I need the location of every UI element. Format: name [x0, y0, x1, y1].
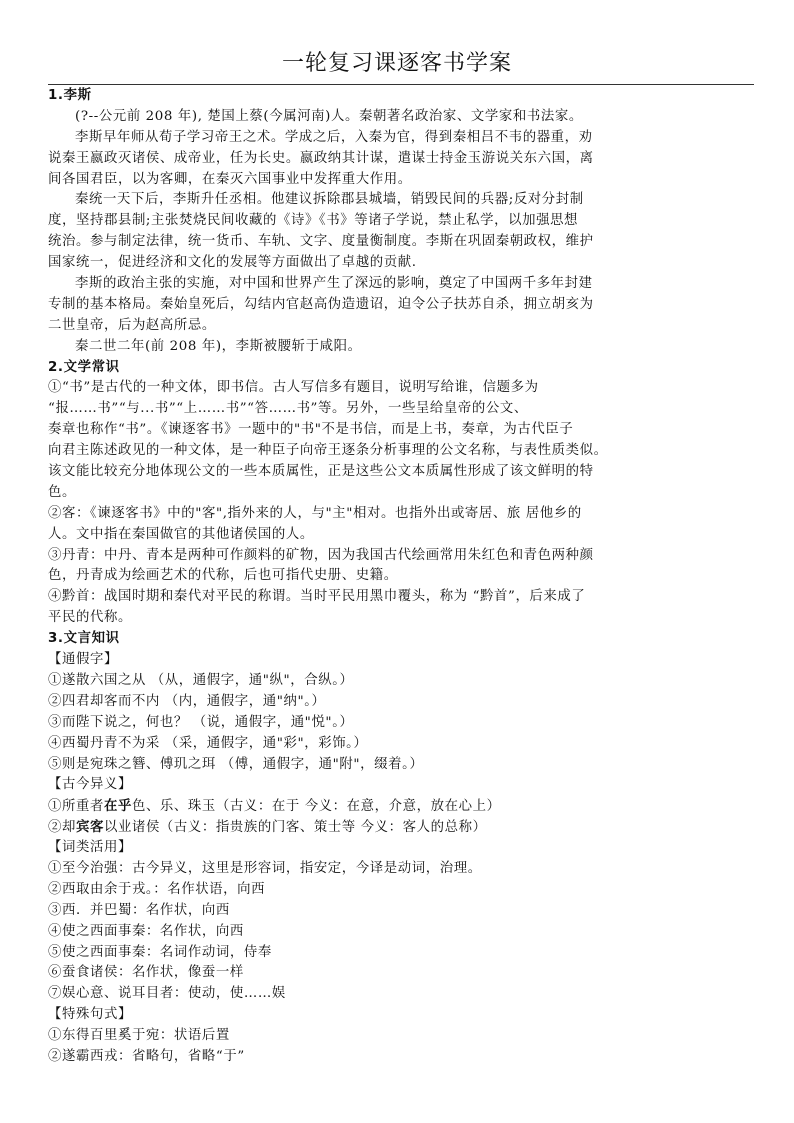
- subsection-heading-teshu-jushi: 【特殊句式】: [48, 1007, 132, 1023]
- list-item: ③西．并巴蜀：名作状，向西: [48, 902, 230, 918]
- subsection-heading-tongjiazi: 【通假字】: [48, 652, 118, 668]
- list-item: ④使之西面事秦：名作状，向西: [48, 923, 244, 939]
- body-line: ①“书”是古代的一种文体，即书信。古人写信多有题目，说明写给谁，信题多为: [48, 380, 539, 396]
- list-item-text: 以业诸侯（古义：指贵族的门客、策士等 今义：客人的总称）: [103, 820, 487, 836]
- body-line: “报……书”“与...书”“上……书”“答……书”等。另外，一些呈给皇帝的公文、: [48, 401, 528, 417]
- body-line: 向君主陈述政见的一种文体，是一种臣子向帝王逐条分析事理的公文名称，与表性质类似。: [48, 443, 608, 459]
- list-item: ④西蜀丹青不为采 （采，通假字，通"彩"，彩饰。）: [48, 735, 368, 751]
- body-line: 人。文中指在秦国做官的其他诸侯国的人。: [48, 526, 314, 542]
- section-heading-li-si: 1.李斯: [48, 88, 92, 103]
- subsection-heading-cilei-huoyong: 【词类活用】: [48, 840, 132, 856]
- list-item-text: ②却: [48, 820, 76, 836]
- body-line: 平民的代称。: [48, 610, 132, 626]
- body-line: ④黔首：战国时期和秦代对平民的称谓。当时平民用黑巾覆头，称为 “黔首”，后来成了: [48, 589, 586, 605]
- list-item: [48, 817, 754, 838]
- body-line: 秦统一天下后，李斯升任丞相。他建议拆除郡县城墙，销毁民间的兵器;反对分封制: [75, 192, 584, 208]
- bold-keyword: 宾客: [75, 819, 104, 836]
- body-line: 色。: [48, 484, 76, 500]
- section-heading-literary-knowledge: 2.文学常识: [48, 359, 120, 375]
- document-body: [48, 86, 754, 1068]
- title-underline: [48, 84, 754, 85]
- list-item: [48, 796, 754, 817]
- body-line: 李斯早年师从荀子学习帝王之术。学成之后，入秦为官，得到秦相吕不韦的器重，劝: [75, 129, 593, 145]
- list-item: ⑦娱心意、说耳目者：使动，使……娱: [48, 986, 286, 1002]
- body-line: 秦二世二年(前 208 年)，李斯被腰斩于咸阳。: [75, 338, 362, 354]
- body-line: ②客：《谏逐客书》中的"客",指外来的人，与"主"相对。也指外出或寄居、旅 居他乡的: [48, 505, 582, 521]
- body-line: 李斯的政治主张的实施，对中国和世界产生了深远的影响，奠定了中国两千多年封建: [75, 276, 593, 292]
- body-line: 说秦王嬴政灭诸侯、成帝业，任为长史。嬴政纳其计谋，遣谋士持金玉游说关东六国，离: [48, 150, 594, 166]
- bold-keyword: 在乎: [103, 798, 132, 815]
- list-item: ⑤则是宛珠之簪、傅玑之珥 （傅，通假字，通"附"，缀着。）: [48, 756, 424, 772]
- body-line: 统治。参与制定法律，统一货币、车轨、文字、度量衡制度。李斯在巩固秦朝政权，维护: [48, 234, 594, 250]
- body-line: 奏章也称作“书”。《谏逐客书》一题中的"书"不是书信，而是上书，奏章，为古代臣子: [48, 422, 574, 438]
- list-item: ③而陛下说之，何也？ （说，通假字，通"悦"。）: [48, 714, 354, 730]
- section-heading-classical-chinese: 3.文言知识: [48, 631, 120, 647]
- body-line: 该文能比较充分地体现公文的一些本质属性，正是这些公文本质属性形成了该文鲜明的特: [48, 464, 594, 480]
- subsection-heading-gujin-yiyi: 【古今异义】: [48, 777, 132, 793]
- body-line: 间各国君臣，以为客卿，在秦灭六国事业中发挥重大作用。: [48, 171, 412, 187]
- body-line: 二世皇帝，后为赵高所忌。: [48, 317, 216, 333]
- body-line: 国家统一，促进经济和文化的发展等方面做出了卓越的贡献.: [48, 255, 417, 271]
- list-item: ①东得百里奚于宛：状语后置: [48, 1028, 230, 1044]
- list-item: ②西取由余于戎。：名作状语，向西: [48, 881, 266, 897]
- body-line: 专制的基本格局。秦始皇死后，勾结内官赵高伪造遗诏，迫令公子扶苏自杀，拥立胡亥为: [48, 296, 594, 312]
- body-line: 色，丹青成为绘画艺术的代称，后也可指代史册、史籍。: [48, 568, 398, 584]
- page-title: 一轮复习课逐客书学案: [281, 51, 512, 76]
- list-item-text: 色、乐、珠玉（古义：在于 今义：在意，介意，放在心上）: [131, 799, 501, 815]
- list-item: ⑥蚕食诸侯：名作状，像蚕一样: [48, 965, 244, 981]
- list-item-text: ①所重者: [48, 799, 104, 815]
- list-item: ①遂散六国之从 （从，通假字，通"纵"，合纵。）: [48, 672, 354, 688]
- list-item: ②四君却客而不内 （内，通假字，通"纳"。）: [48, 693, 326, 709]
- body-line: 度，坚持郡县制;主张焚烧民间收藏的《诗》《书》等诸子学说，禁止私学，以加强思想: [48, 213, 579, 229]
- body-line: ③丹青：中丹、青本是两种可作颜料的矿物，因为我国古代绘画常用朱红色和青色两种颜: [48, 547, 594, 563]
- body-line: (?--公元前 208 年), 楚国上蔡(今属河南)人。秦朝著名政治家、文学家和书法家。: [75, 108, 583, 124]
- list-item: ⑤使之西面事秦：名词作动词，侍奉: [48, 944, 272, 960]
- list-item: ①至今治强：古今异义，这里是形容词，指安定，今译是动词，治理。: [48, 860, 482, 876]
- list-item: ②遂霸西戎：省略句，省略“于”: [48, 1048, 245, 1064]
